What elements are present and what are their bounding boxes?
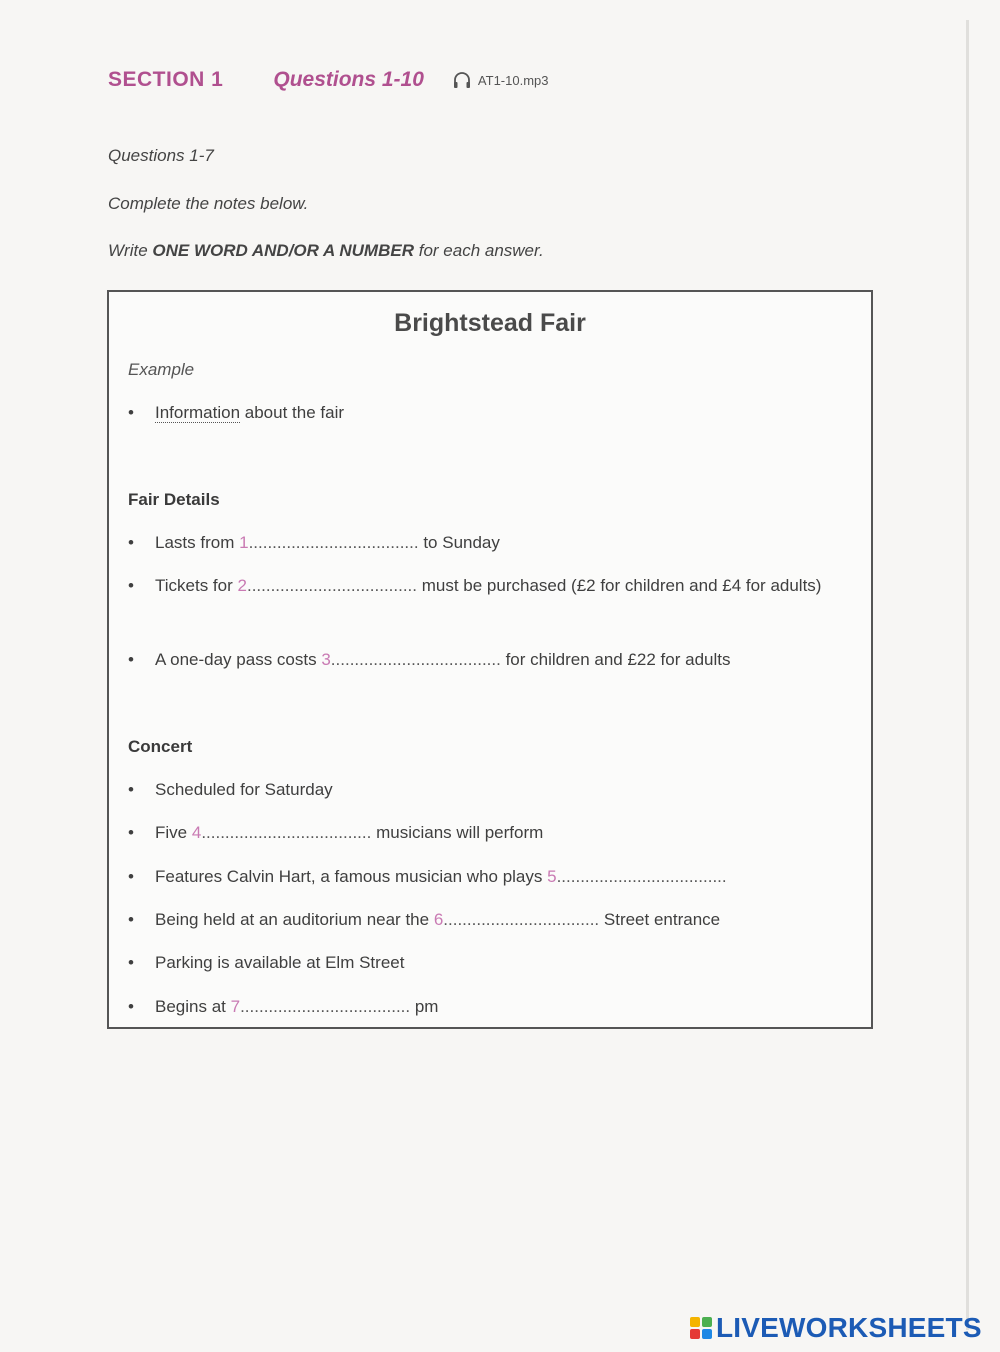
bullet-icon: •	[128, 997, 134, 1016]
question-number: 3	[321, 650, 331, 669]
section-heading-concert: Concert	[128, 737, 193, 756]
bullet-icon: •	[128, 953, 134, 972]
example-answer: Information	[155, 403, 241, 422]
logo-text: LIVEWORKSHEETS	[716, 1312, 982, 1343]
list-item	[128, 862, 848, 892]
bullet-icon: •	[128, 867, 134, 886]
item-text-before: Features Calvin Hart, a famous musician who plays	[155, 867, 548, 886]
answer-instruction-prefix: Write	[108, 241, 153, 260]
example-item	[128, 398, 848, 428]
section-label: SECTION 1	[108, 68, 224, 91]
item-text-before: Tickets for	[155, 576, 238, 595]
task-instruction: Complete the notes below.	[108, 194, 309, 213]
item-text-before: Being held at an auditorium near the	[155, 910, 434, 929]
answer-blank-5[interactable]: ....................................	[556, 867, 727, 886]
section-header	[108, 66, 549, 94]
item-text-before: Begins at	[155, 997, 231, 1016]
question-number: 1	[239, 533, 249, 552]
question-number: 2	[237, 576, 247, 595]
answer-blank-6[interactable]: .................................	[443, 910, 600, 929]
item-text-after: for children and £22 for adults	[500, 650, 731, 669]
logo-square	[702, 1317, 712, 1327]
list-item	[128, 528, 848, 558]
logo-square	[690, 1317, 700, 1327]
answer-blank-1[interactable]: ....................................	[248, 533, 419, 552]
answer-blank-2[interactable]: ....................................	[246, 576, 418, 595]
bullet-icon: •	[128, 403, 134, 422]
notes-title: Brightstead Fair	[394, 309, 586, 337]
question-number: 4	[191, 823, 202, 842]
example-label: Example	[128, 360, 195, 379]
headphones-icon	[452, 71, 472, 89]
question-number: 6	[433, 910, 444, 929]
item-text-before: Lasts from	[155, 533, 240, 552]
item-text-after: Street entrance	[599, 910, 721, 929]
answer-instruction	[108, 241, 544, 261]
notes-box	[107, 290, 873, 1029]
bullet-icon: •	[128, 650, 134, 669]
answer-blank-3[interactable]: ....................................	[330, 650, 501, 669]
answer-instruction-suffix: for each answer.	[414, 241, 544, 260]
logo-icon	[690, 1317, 712, 1339]
list-item	[128, 775, 848, 805]
list-item	[128, 818, 848, 848]
list-item	[128, 645, 848, 675]
logo-square	[702, 1329, 712, 1339]
liveworksheets-logo[interactable]	[690, 1312, 982, 1344]
bullet-icon: •	[128, 910, 134, 929]
list-item	[128, 571, 848, 601]
item-text-before: Scheduled for Saturday	[155, 780, 333, 799]
answer-instruction-bold: ONE WORD AND/OR A NUMBER	[152, 241, 414, 260]
section-heading-fair-details: Fair Details	[128, 490, 220, 509]
item-text-after: musicians will perform	[371, 823, 544, 842]
page-edge	[966, 20, 969, 1330]
item-text-before: Parking is available at Elm Street	[155, 953, 405, 972]
example-rest: about the fair	[240, 403, 345, 422]
bullet-icon: •	[128, 823, 134, 842]
question-number: 7	[230, 997, 241, 1016]
logo-square	[690, 1329, 700, 1339]
questions-label: Questions 1-10	[273, 68, 424, 91]
item-text-after: to Sunday	[418, 533, 500, 552]
answer-blank-7[interactable]: ....................................	[240, 997, 411, 1016]
audio-file-link[interactable]: AT1-10.mp3	[477, 72, 549, 88]
answer-blank-4[interactable]: ....................................	[201, 823, 372, 842]
bullet-icon: •	[128, 576, 134, 595]
list-item	[128, 948, 848, 978]
item-text-before: Five	[155, 823, 192, 842]
bullet-icon: •	[128, 533, 134, 552]
list-item	[128, 905, 848, 935]
item-text-before: A one-day pass costs	[155, 650, 322, 669]
item-text-after: pm	[410, 997, 439, 1016]
question-number: 5	[547, 867, 557, 886]
bullet-icon: •	[128, 780, 134, 799]
list-item	[128, 992, 848, 1022]
questions-range: Questions 1-7	[108, 146, 214, 165]
item-text-after: must be purchased (£2 for children and £4 for adults)	[417, 576, 822, 595]
